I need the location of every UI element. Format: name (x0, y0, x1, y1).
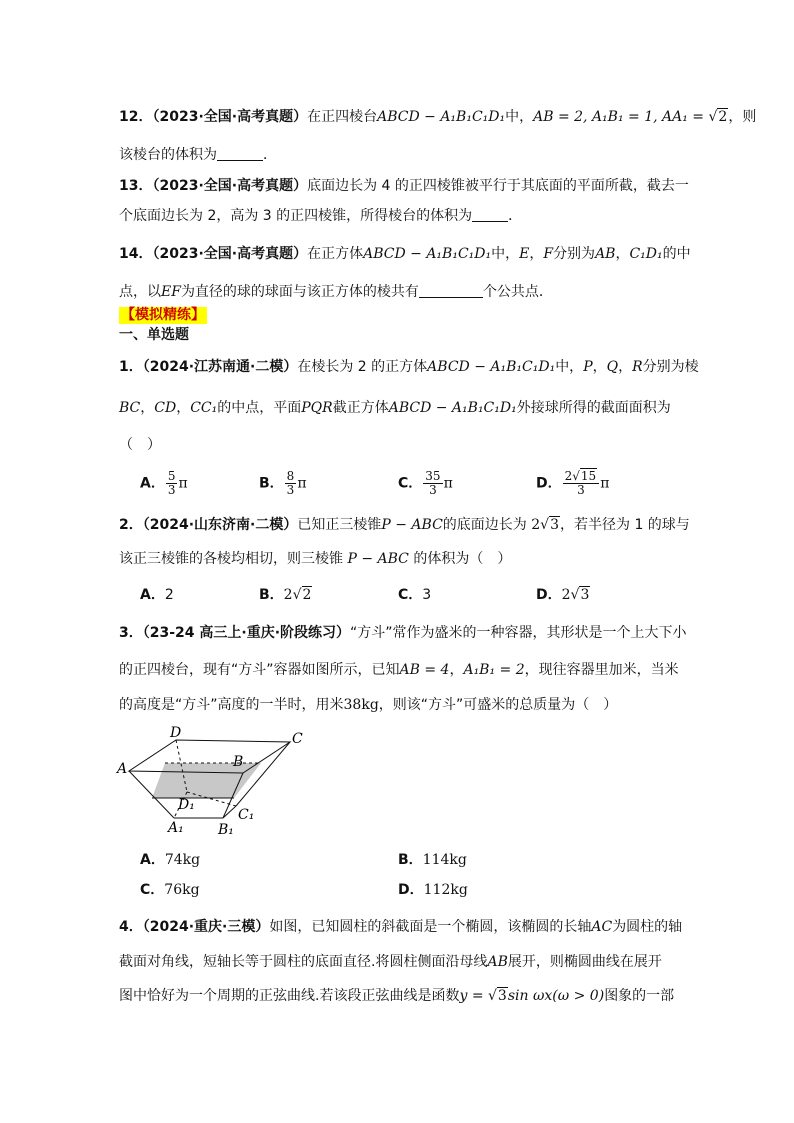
math: P (583, 359, 593, 375)
question-source: （2024·江苏南通·二模） (142, 359, 298, 375)
option-label: D． (536, 587, 562, 603)
text: 中， (491, 246, 520, 262)
math: PQR (301, 400, 333, 416)
text: 已知正三棱锥 (297, 517, 382, 533)
text: 分别为 (553, 246, 596, 262)
text: 如图，已知圆柱的斜截面是一个椭圆，该椭圆的长轴 (269, 919, 592, 935)
math-sqrt: 3 (550, 517, 559, 533)
option-value: 2 (283, 587, 293, 603)
question-number: 4． (119, 919, 143, 935)
math-sqrt: 3 (497, 988, 507, 1004)
text: ． (263, 147, 277, 163)
label-b1: B₁ (218, 822, 234, 838)
question-source: （2023·全国·高考真题） (152, 109, 308, 125)
text: 的中 (662, 246, 691, 262)
text: ， (618, 359, 633, 375)
rice-level-shade (152, 763, 261, 798)
question-14-line2 (119, 282, 679, 302)
fraction-denominator: 3 (167, 483, 176, 497)
text: 图中恰好为一个周期的正弦曲线.若该段正弦曲线是函数 (119, 988, 460, 1004)
math: E (519, 246, 530, 262)
math: Q (606, 359, 619, 375)
option-d[interactable]: D． $\frac{2√15}{3}$ π (536, 469, 610, 497)
option-a[interactable] (140, 850, 200, 870)
math: y = (459, 988, 488, 1004)
problem-3 (119, 623, 687, 643)
fraction-denominator: 3 (286, 483, 295, 497)
question-number: 14． (119, 246, 153, 262)
math: π (443, 475, 453, 492)
option-c[interactable] (398, 585, 431, 605)
fraction-numerator: 5 (167, 469, 176, 483)
text: 的正四棱台，现有“方斗”容器如图所示，已知 (119, 662, 400, 678)
text: 为圆柱的轴 (612, 919, 683, 935)
text: 个公共点． (482, 284, 553, 300)
question-number: 1． (119, 359, 143, 375)
math: 2 (531, 517, 541, 533)
math: sin ωx (507, 988, 553, 1004)
math: CC₁ (190, 400, 218, 416)
frustum-figure (112, 720, 312, 842)
math: 38kg (343, 697, 379, 713)
question-source: （2024·重庆·三模） (142, 919, 270, 935)
option-a[interactable] (140, 470, 188, 497)
text: 中， (555, 359, 584, 375)
problem-4-line2 (119, 952, 679, 972)
text: 分别为棱 (642, 359, 699, 375)
text: 的高度是“方斗”高度的一半时，用米 (119, 697, 344, 713)
math: R (632, 359, 643, 375)
text: ，则该“方斗”可盛米的总质量为（ ） (378, 697, 618, 713)
text: ， (140, 400, 155, 416)
option-b[interactable]: B．2√2 (259, 587, 312, 603)
text: ， (615, 246, 630, 262)
text: 个底面边长为 2，高为 3 的正四棱锥，所得棱台的体积为 (119, 208, 473, 224)
text: ，则 (728, 109, 757, 125)
text: 在棱长为 2 的正方体 (297, 359, 428, 375)
text: 截面对角线，短轴长等于圆柱的底面直径.将圆柱侧面沿母线 (119, 954, 488, 970)
math: AB (595, 246, 616, 262)
math: AB = 2, A₁B₁ = 1, AA₁ = (533, 109, 709, 125)
text: 该棱台的体积为 (119, 147, 217, 163)
option-value: 76kg (164, 882, 200, 898)
question-14 (119, 244, 691, 264)
text: 图象的一部 (604, 988, 675, 1004)
problem-2-line2 (119, 549, 679, 569)
text: “方斗”常作为盛米的一种容器，其形状是一个上大下小 (350, 625, 687, 641)
option-value: 3 (422, 587, 432, 603)
text: ，若半径为 1 的球与 (560, 517, 690, 533)
option-label: C． (398, 587, 423, 603)
question-13-line2 (119, 206, 679, 226)
text: ． (508, 208, 523, 224)
label-c: C (292, 731, 303, 747)
option-value: 112kg (423, 882, 468, 898)
problem-4 (119, 917, 683, 937)
section-title: 一、单选题 (119, 327, 189, 343)
option-label: A． (140, 852, 165, 868)
math: P − ABC (381, 517, 443, 533)
problem-1-paren: （ ） (119, 437, 161, 453)
math: AB = 4 (399, 662, 450, 678)
label-a1: A₁ (168, 820, 184, 836)
text: 外接球所得的截面面积为 (516, 400, 671, 416)
text: 的体积为（ ） (413, 551, 512, 567)
question-12: 12．（2023·全国·高考真题）在正四棱台ABCD − A₁B₁C₁D₁中，AB = 2, A₁B₁ = 1, AA₁ = √2，则 (119, 109, 757, 125)
option-d[interactable]: D．2√3 (536, 587, 590, 603)
math: π (600, 475, 610, 492)
problem-1 (119, 357, 699, 377)
math: EF (161, 284, 181, 300)
fraction-denominator: 3 (429, 483, 437, 497)
math: π (178, 475, 188, 492)
problem-2: 2．（2024·山东济南·二模）已知正三棱锥P − ABC的底面边长为 2√3，若半径为 1 的球与 (119, 517, 690, 533)
option-value: 2 (164, 587, 174, 603)
text: ， (176, 400, 191, 416)
answer-blank[interactable] (472, 209, 508, 222)
question-number: 2． (119, 517, 143, 533)
option-label: B． (259, 587, 284, 603)
fraction-numerator: 35 (425, 469, 441, 483)
math-sqrt: 15 (580, 469, 597, 483)
text: 截正方体 (332, 400, 389, 416)
question-number: 3． (119, 625, 143, 641)
text: 为直径的球的球面与该正方体的棱共有 (180, 284, 419, 300)
option-label: A． (140, 587, 165, 603)
option-label: B． (398, 852, 423, 868)
math: BC (119, 400, 141, 416)
option-label: C． (140, 882, 165, 898)
option-b[interactable] (259, 470, 307, 497)
math: ABCD − A₁B₁C₁D₁ (363, 246, 492, 262)
option-value: 114kg (422, 852, 467, 868)
fraction-numerator: 2 (564, 469, 573, 483)
question-12-line2 (119, 145, 679, 165)
math: AB (487, 954, 508, 970)
text: 该正三棱锥的各棱均相切，则三棱锥 (119, 551, 343, 567)
label-b: B (233, 754, 244, 770)
math: F (543, 246, 554, 262)
math: C₁D₁ (629, 246, 663, 262)
math: A₁B₁ = 2 (463, 662, 525, 678)
text: 中， (505, 109, 534, 125)
text: 的底面边长为 (442, 517, 527, 533)
answer-blank[interactable] (217, 148, 263, 161)
fraction-denominator: 3 (577, 483, 585, 497)
label-d1: D₁ (178, 797, 195, 813)
math-sqrt: 2 (302, 587, 312, 603)
text: ， (449, 662, 464, 678)
text: 的中点，平面 (217, 400, 302, 416)
option-value: 2 (561, 587, 571, 603)
label-c1: C₁ (238, 807, 255, 823)
math: P − ABC (347, 551, 409, 567)
math-sqrt: 3 (580, 587, 590, 603)
option-label: A． (140, 475, 165, 492)
option-c[interactable] (140, 880, 200, 900)
question-source: （23-24 高三上·重庆·阶段练习） (142, 625, 351, 641)
label-a: A (117, 761, 128, 777)
math: CD (154, 400, 177, 416)
text: ，现往容器里加米，当米 (524, 662, 679, 678)
problem-3-line3 (119, 695, 679, 715)
option-d[interactable] (398, 880, 468, 900)
problem-3-line2 (119, 660, 679, 680)
text: 展开，则椭圆曲线在展开 (507, 954, 662, 970)
option-a[interactable] (140, 585, 174, 605)
text: 点，以 (119, 284, 161, 300)
option-label: D． (536, 475, 562, 492)
math: ABCD − A₁B₁C₁D₁ (427, 359, 556, 375)
problem-1-line2 (119, 398, 679, 418)
math: ABCD − A₁B₁C₁D₁ (388, 400, 517, 416)
question-13 (119, 176, 689, 196)
label-d: D (170, 725, 182, 741)
answer-blank[interactable] (419, 285, 483, 298)
math: (ω > 0) (552, 988, 605, 1004)
text: 在正四棱台 (307, 109, 378, 125)
question-number: 13． (119, 178, 153, 194)
fraction-numerator: 8 (286, 469, 295, 483)
question-source: （2023·全国·高考真题） (152, 178, 308, 194)
text: ， (529, 246, 544, 262)
section-tag: 【模拟精练】 (121, 307, 205, 323)
math: AC (591, 919, 613, 935)
text: 在正方体 (307, 246, 364, 262)
text: ， (592, 359, 607, 375)
math: π (297, 475, 307, 492)
question-number: 12． (119, 109, 153, 125)
option-value: 74kg (164, 852, 201, 868)
question-source: （2023·全国·高考真题） (152, 246, 308, 262)
text: 底面边长为 4 的正四棱锥被平行于其底面的平面所截，截去一 (307, 178, 689, 194)
math: ABCD − A₁B₁C₁D₁ (377, 109, 506, 125)
option-label: B． (259, 475, 284, 492)
option-label: C． (398, 475, 423, 492)
question-source: （2024·山东济南·二模） (142, 517, 298, 533)
math-sqrt: 2 (718, 109, 728, 125)
option-label: D． (398, 882, 424, 898)
option-c[interactable] (398, 470, 453, 497)
problem-4-line3: 图中恰好为一个周期的正弦曲线.若该段正弦曲线是函数y = √3sin ωx(ω > 0)图象的一部 (119, 988, 675, 1004)
edge-b1c1 (223, 806, 236, 818)
option-b[interactable] (398, 850, 467, 870)
